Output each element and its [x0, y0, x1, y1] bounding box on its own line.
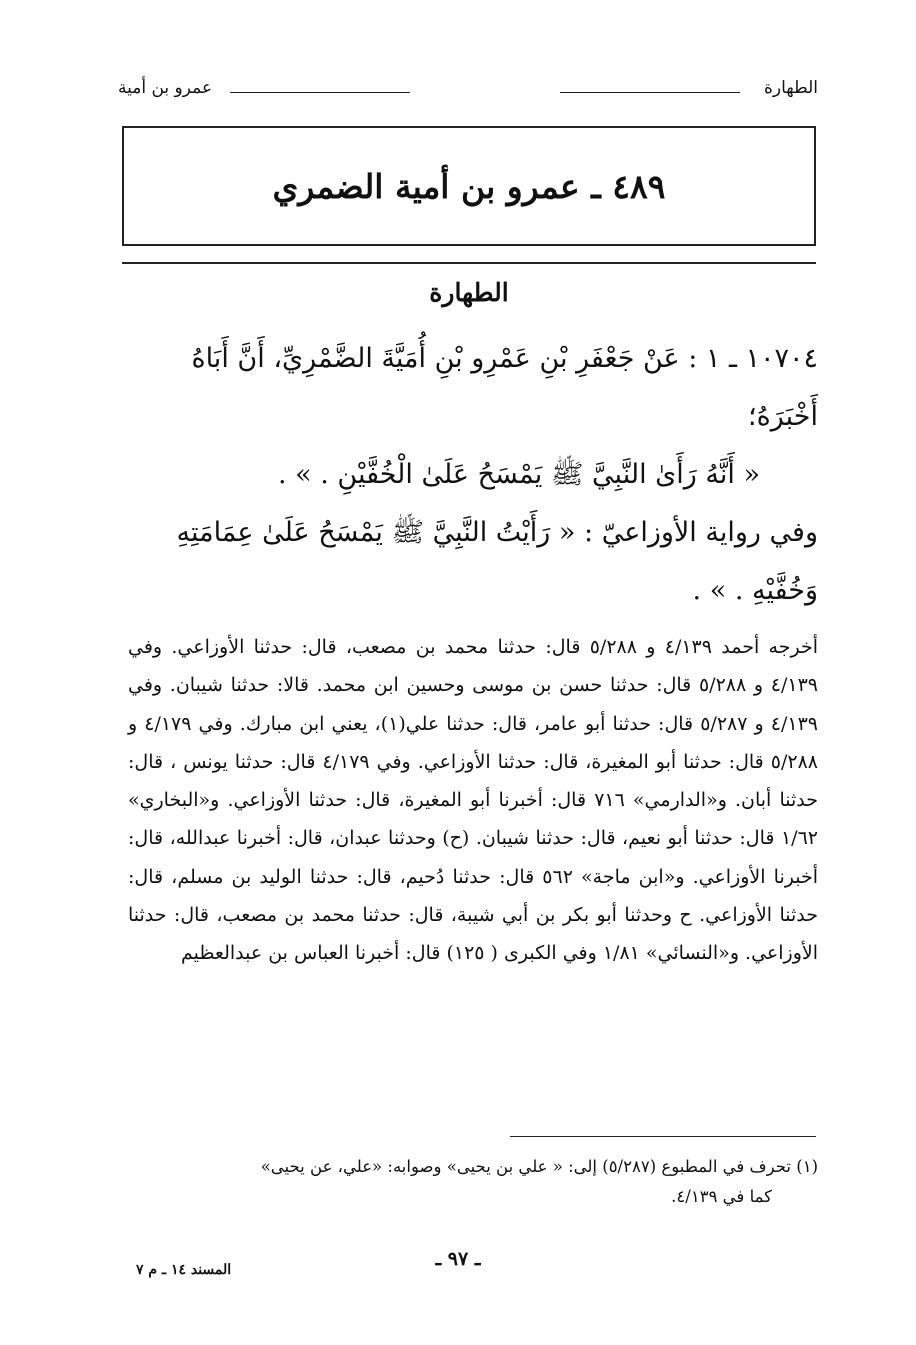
footnote-line-2: كما في ٤/١٣٩.	[671, 1187, 772, 1206]
hadith-text	[128, 330, 818, 620]
footnote-rule	[510, 1136, 816, 1137]
footnote	[118, 1152, 818, 1212]
footnote-line-1: (١) تحرف في المطبوع (٥/٢٨٧) إلى: « علي بن يحيى» وصوابه: «علي، عن يحيى»	[260, 1157, 818, 1176]
commentary-paragraph: أخرجه أحمد ٤/١٣٩ و ٥/٢٨٨ قال: حدثنا محمد بن مصعب، قال: حدثنا الأوزاعي. وفي ٤/١٣٩ و ٥/٢٨٨ قال: حدثنا حسن بن موسى وحسين ابن محمد. قالا: حدثنا شيبان. وفي ٤/١٣٩ و ٥/٢٨٧ قال: حدثنا أبو عامر، قال: حدثنا علي(١)، يعني ابن مبارك. وفي ٤/١٧٩ و ٥/٢٨٨ قال: حدثنا أبو المغيرة، قال: حدثنا الأوزاعي. وفي ٤/١٧٩ قال: حدثنا يونس ، قال: حدثنا أبان. و«الدارمي» ٧١٦ قال: أخبرنا أبو المغيرة، قال: حدثنا الأوزاعي. و«البخاري» ١/٦٢ قال: حدثنا أبو نعيم، قال: حدثنا شيبان. (ح) وحدثنا عبدان، قال: أخبرنا عبدالله، قال: أخبرنا الأوزاعي. و«ابن ماجة» ٥٦٢ قال: حدثنا دُحيم، قال: حدثنا الوليد بن مسلم، قال: حدثنا الأوزاعي. ح وحدثنا أبو بكر بن أبي شيبة، قال: حدثنا محمد بن مصعب، قال: حدثنا الأوزاعي. و«النسائي» ١/٨١ وفي الكبرى ( ١٢٥) قال: أخبرنا العباس بن عبدالعظيم	[128, 636, 819, 965]
header-section-name: الطهارة	[764, 78, 818, 98]
chapter-title: ٤٨٩ ـ عمرو بن أمية الضمري	[272, 166, 666, 206]
section-heading: الطهارة	[429, 278, 509, 307]
hadith-variant: وفي رواية الأوزاعيّ : « رَأَيْتُ النَّبِيَّ ﷺ يَمْسَحُ عَلَىٰ عِمَامَتِهِ وَخُفَّيْهِ . » .	[176, 517, 818, 606]
hadith-matn: « أَنَّهُ رَأَىٰ النَّبِيَّ ﷺ يَمْسَحُ عَلَىٰ الْخُفَّيْنِ . » .	[277, 459, 760, 490]
header-divider-left	[230, 92, 410, 93]
takhrij-commentary	[128, 628, 818, 973]
hadith-isnad: ١٠٧٠٤ ـ ١ : عَنْ جَعْفَرِ بْنِ عَمْرِو بْنِ أُمَيَّةَ الضَّمْرِيِّ، أَنَّ أَبَاهُ أَخْبَرَهُ؛	[191, 343, 818, 432]
running-header	[118, 78, 818, 106]
print-signature: المسند ١٤ ـ م ٧	[136, 1262, 232, 1278]
chapter-title-box	[122, 126, 816, 246]
header-divider-right	[560, 92, 740, 93]
title-rule	[122, 262, 816, 264]
page-number: ـ ٩٧ ـ	[435, 1248, 481, 1270]
header-chapter-name: عمرو بن أمية	[118, 78, 213, 98]
